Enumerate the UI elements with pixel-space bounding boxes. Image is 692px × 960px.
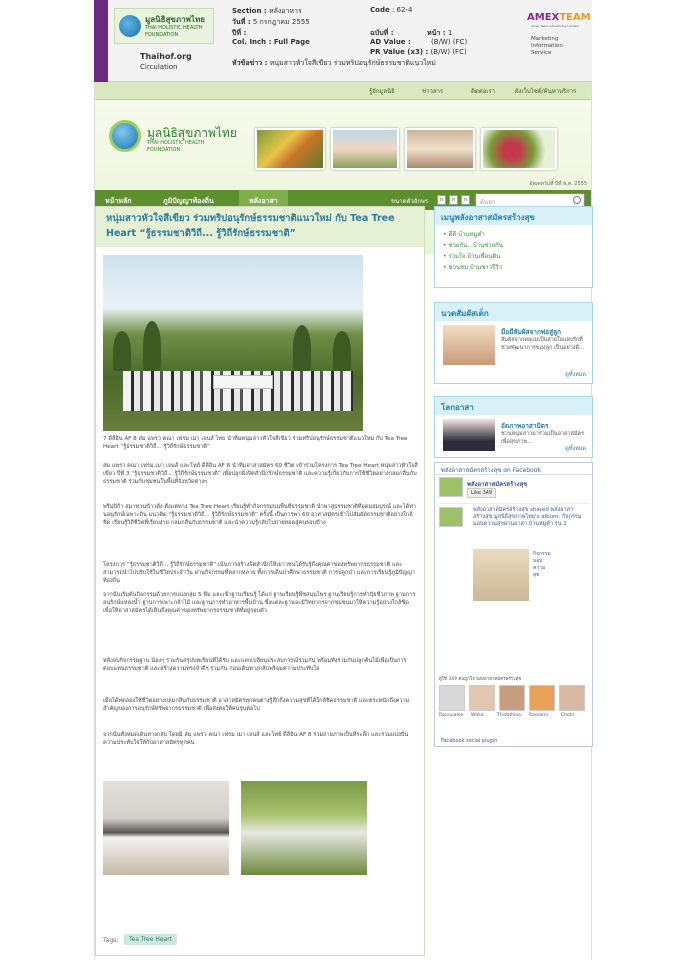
facebook-page-thumb[interactable] <box>439 477 463 497</box>
foundation-logo-icon <box>119 15 141 37</box>
nav-local-wisdom[interactable]: ภูมิปัญญาท้องถิ่น <box>163 197 214 205</box>
facebook-post-avatar[interactable] <box>439 507 463 527</box>
fan-name[interactable]: Rassami <box>529 713 548 718</box>
photo-caption: 7 ดีลีอิน AF 8 ส่ม แพรว คณา เฟรม เมา เจนส์ ไทย นำทีมหนุ่มสาวหัวใจสีเขียว ร่วมทริปอนุรักษ์ธรรมชาติแนวใหม่ กับ Tea Tree Heart “รู้ธรรมชาติวิถี... รู้วิถีรักษ์ธรรมชาติ” <box>103 436 408 451</box>
sidebar-item-3[interactable]: • รวมใจ บ้านเพื่อนดิน <box>443 251 584 262</box>
headline-field: หัวข้อข่าว : หนุ่มสาวหัวใจสีเขียว ร่วมทริปอนุรักษ์ธรรมชาติแนวใหม่ <box>232 59 436 67</box>
issue-field: ฉบับที่ : <box>370 29 394 37</box>
banner-photo-people <box>331 128 399 170</box>
article-paragraph-3: โครงการ “รู้ธรรมชาติวิถี... รู้วิถีรักษ์ธรรมชาติ” เน้นการสร้างจิตสำนึกให้เยาวชนได้รับรู้ถึงคุณค่าของทรัพยากรธรรมชาติ และสามารถนำไปปรับใช้ในชีวิตประจำวัน ผ่านกิจกรรมที่หลากหลาย ทั้งการเดินป่าศึกษาธรรมชาติ การปลูกป่า และการเรียนรู้ภูมิปัญญาท้องถิ่น <box>103 562 416 585</box>
top-link-sitemap[interactable]: ผังเว็บไซต์/ค้นหาบริการ <box>515 88 577 95</box>
article-photo-activity <box>241 781 367 875</box>
facebook-post-caption: กิจกรรมมอบความสุข <box>533 551 551 578</box>
tags-label: Tags: <box>103 937 119 944</box>
banner-photo-group <box>405 128 475 170</box>
font-size-medium-button[interactable]: ก <box>449 195 458 205</box>
section-field: Section : หลังอาหาร <box>232 7 302 15</box>
sidebar-menu-title: เมนูพลังอาสาสมัครสร้างสุข <box>435 207 592 225</box>
box-massage-item-title[interactable]: มือมีสัมผัสจากพ่อสู่ลูก <box>501 328 561 336</box>
article-paragraph-6: เมื่อได้ทดลองใช้ชีวิตอย่างกลมกลืนกับธรรมชาติ อาสาสมัครทุกคนต่างรู้สึกถึงความสุขที่ได้ใกล้ชิดธรรมชาติ และตระหนักถึงความสำคัญของการอนุรักษ์ทรัพยากรธรรมชาติ เพื่อส่งต่อให้คนรุ่นต่อไป <box>103 698 410 713</box>
col-inch-field: Col. Inch : Full Page <box>232 38 310 46</box>
top-links <box>95 82 591 100</box>
tree-shape <box>143 321 161 371</box>
tree-shape <box>113 331 131 371</box>
article <box>95 206 425 956</box>
source-logo-en: THAI HOLISTIC HEALTH FOUNDATION <box>145 25 203 38</box>
facebook-fans <box>439 677 589 731</box>
source-logo <box>114 8 214 44</box>
foundation-logo-icon <box>109 120 141 152</box>
font-size-large-button[interactable]: ก <box>461 195 470 205</box>
amex-logo: AMEXTEAM <box>527 12 591 23</box>
tree-shape <box>333 331 351 371</box>
font-size-label: ขนาดตัวอักษร <box>391 198 429 205</box>
sidebar-box-world <box>434 396 593 458</box>
facebook-plugin-label[interactable]: Facebook social plugin <box>441 738 498 744</box>
mis-label: Marketing Information Service <box>531 36 563 56</box>
article-paragraph-2: พรีมปิก้า สมาทานข้าวตั้ง ตั้งแต่ทาง Tea Tree Heart เรียนรู้ทำกิจกรรมบนพื้นที่ธรรมชาติ นำพาสู่ธรรมชาติที่อุดมสมบูรณ์ และได้ท่านอนุรักษ์เฉพาะถิ่น แนวคิด “รู้ธรรมชาติวิถี... รู้วิถีรักษ์ธรรมชาติ” ครั้งนี้ เป็นการพา 60 อาสาสมัครเข้าไปสัมผัสธรรมชาติอย่างใกล้ชิด เรียนรู้วิถีชีวิตที่เรียบง่าย กลมกลืนกับธรรมชาติ และนำความรู้กลับไปถ่ายทอดสู่คนรอบข้าง <box>103 504 417 527</box>
box-world-more-link[interactable]: ดูทั้งหมด <box>565 446 586 452</box>
facebook-like-button[interactable]: Like 349 <box>467 488 496 498</box>
article-photo-group <box>103 781 229 875</box>
source-site: Thaihof.org <box>140 52 192 61</box>
code-field: Code : 62-4 <box>370 6 413 14</box>
box-world-title: โลกอาสา <box>435 397 592 415</box>
article-paragraph-7: จากนั้นทั้งหมดเดินทางกลับ โดยมี ส่ม แพรว คณา เฟรม เมา เจนส์ และโทย์ ดีลีอิน AF 8 ร่วมถ่ายภาพเป็นที่ระลึก และร่วมแบ่งปันความประทับใจให้กับอาสาสมัครทุกคน <box>103 732 409 747</box>
article-paragraph-4: จากนั้นเริ่มต้นกิจกรรมด้วยการแบ่งกลุ่ม 5 ทีม และเข้าฐานเรียนรู้ ได้แก่ ฐานเรียนรู้พืชสมุนไพร ฐานเรียนรู้การทำปุ๋ยชีวภาพ ฐานการอนุรักษ์แหล่งน้ำ ฐานการเพาะกล้าไม้ และฐานการทำอาหารพื้นบ้าน ซึ่งแต่ละฐานจะมีวิทยากรจากชุมชนมาให้ความรู้อย่างใกล้ชิด เพื่อให้อาสาสมัครได้เห็นถึงคุณค่าของทรัพยากรธรรมชาติที่อยู่รอบตัว <box>103 592 416 615</box>
box-massage-more-link[interactable]: ดูทั้งหมด <box>565 372 586 378</box>
fan-name[interactable]: Chotri <box>561 713 575 718</box>
clipping-accent-bar <box>94 0 108 82</box>
tag-tea-tree-heart[interactable]: Tea Tree Heart <box>124 934 177 945</box>
tree-shape <box>293 325 311 371</box>
avatar[interactable] <box>529 685 555 711</box>
avatar[interactable] <box>559 685 585 711</box>
avatar[interactable] <box>469 685 495 711</box>
search-placeholder: ค้นหา <box>480 199 496 206</box>
sidebar-menu <box>434 206 593 288</box>
facebook-header[interactable]: พลังอาสาสมัครสร้างสุข on Facebook <box>435 463 592 475</box>
box-massage-title: นวดสัมผัสเด็ก <box>435 303 592 321</box>
search-icon[interactable] <box>573 196 581 204</box>
search-input[interactable] <box>475 193 585 207</box>
top-link-news[interactable]: ข่าวสาร <box>422 88 444 95</box>
year-field: ปีที่ : <box>232 29 247 37</box>
top-link-contact[interactable]: ติดต่อเรา <box>471 88 495 95</box>
avatar[interactable] <box>499 685 525 711</box>
banner-photo-flower <box>255 128 325 170</box>
facebook-likes-line: ผู้ใช้ 349 คนถูกใจ พลังอาสาสมัครสร้างสุข <box>439 677 522 682</box>
facebook-widget <box>434 462 593 747</box>
group-banner <box>213 375 273 389</box>
circulation-label: Circulation <box>140 63 178 71</box>
banner-photo-herb <box>481 128 557 170</box>
article-paragraph-5: หลังจบกิจกรรมฐาน น้องๆ ร่วมกันสรุปบทเรียนที่ได้รับ และแลกเปลี่ยนประสบการณ์ร่วมกัน พร้อมทั้งร่วมกันปลูกต้นไม้เพื่อเป็นการตอบแทนธรรมชาติ และสร้างความทรงจำดีๆ ร่วมกัน ก่อนเดินทางกลับพร้อมความประทับใจ <box>103 658 407 673</box>
article-paragraph-1: ส่ม แพรว คณา เฟรม เมา เจนส์ และโทย์ ดีลีอิน AF 8 นำทีมอาสาสมัคร 60 ชีวิต เข้าร่วมโครงการ Tea Tree Heart หนุ่มสาวหัวใจสีเขียว ปีที่ 3 “รู้ธรรมชาติวิถี... รู้วิถีรักษ์ธรรมชาติ” เพื่อปลูกฝังจิตสำนึกรักษ์ธรรมชาติ และความรู้เกี่ยวกับการใช้ชีวิตอย่างกลมกลืนกับธรรมชาติ ร่วมกับชุมชนในพื้นที่จังหวัดต่างๆ <box>103 463 418 486</box>
sidebar-item-4[interactable]: • ชวนชม บ้านชาวรีวิว <box>443 262 584 273</box>
ad-value-field: AD Value : (B/W) (FC) <box>370 38 468 46</box>
pr-value-field: PR Value (x3) : (B/W) (FC) <box>370 48 467 56</box>
facebook-post-photo[interactable] <box>473 549 529 601</box>
amex-sub: Amex Team Advertising Limited <box>531 24 579 28</box>
sidebar-item-1[interactable]: • ดีดี บ้านหมูคำ <box>443 229 584 240</box>
top-link-about[interactable]: รู้จักมูลนิธิ <box>369 88 395 95</box>
page-field: หน้า : 1 <box>427 29 453 37</box>
nav-volunteer[interactable]: พลังอาสา <box>239 190 288 210</box>
facebook-page-name[interactable]: พลังอาสาสมัครสร้างสุข <box>467 481 528 488</box>
banner-date: อัพเดทวันที่ ปีที่ พ.ศ. 2555 <box>529 181 587 187</box>
fan-name[interactable]: Thidathina <box>497 713 521 718</box>
sidebar-item-2[interactable]: • ช่วยกัน...บ้านช่วยกัน <box>443 240 584 251</box>
box-massage-thumb[interactable] <box>443 325 495 365</box>
fan-name[interactable]: Witsa <box>471 713 484 718</box>
source-logo-th: มูลนิธิสุขภาพไทย <box>145 15 205 24</box>
site-logo-th: มูลนิธิสุขภาพไทย <box>147 126 237 140</box>
fan-name[interactable]: Donnualee <box>439 713 464 718</box>
nav-home[interactable]: หน้าหลัก <box>105 197 132 205</box>
avatar[interactable] <box>439 685 465 711</box>
box-world-thumb[interactable] <box>443 419 495 451</box>
date-field: วันที่ : 5 กรกฎาคม 2555 <box>232 18 310 26</box>
box-world-text: ชวนหนุ่มสาวมาร่วมเป็นอาสาสมัคร เพื่อสุขภาพ... <box>501 431 585 445</box>
facebook-post-text[interactable]: พลังอาสาสมัครสร้างสุข shared พลังอาสา สร้างสุข มูลนิธิสุขภาพไทย's album: กิจกรรมมอบความสุขผ่านอาสา บ้านหมูคำ รุ่น 1 <box>473 507 582 527</box>
font-size-small-button[interactable]: ก <box>437 195 446 205</box>
sidebar-box-massage <box>434 302 593 384</box>
website-page <box>94 82 592 960</box>
box-world-item-title[interactable]: อัตภาพอาสามิตร <box>501 422 549 430</box>
site-logo-en: THAI HOLISTIC HEALTH FOUNDATION <box>147 140 205 153</box>
article-title: หนุ่มสาวหัวใจสีเขียว ร่วมทริปอนุรักษ์ธรรมชาติแนวใหม่ กับ Tea Tree Heart “รู้ธรรมชาติวิถี... รู้วิถีรักษ์ธรรมชาติ” <box>96 207 424 247</box>
article-main-photo <box>103 255 363 431</box>
box-massage-text: สัมผัสจากพ่อแม่เป็นสายใยแห่งรักที่ช่วยพัฒนาการของลูก เป็นอย่างดี... <box>501 337 585 351</box>
